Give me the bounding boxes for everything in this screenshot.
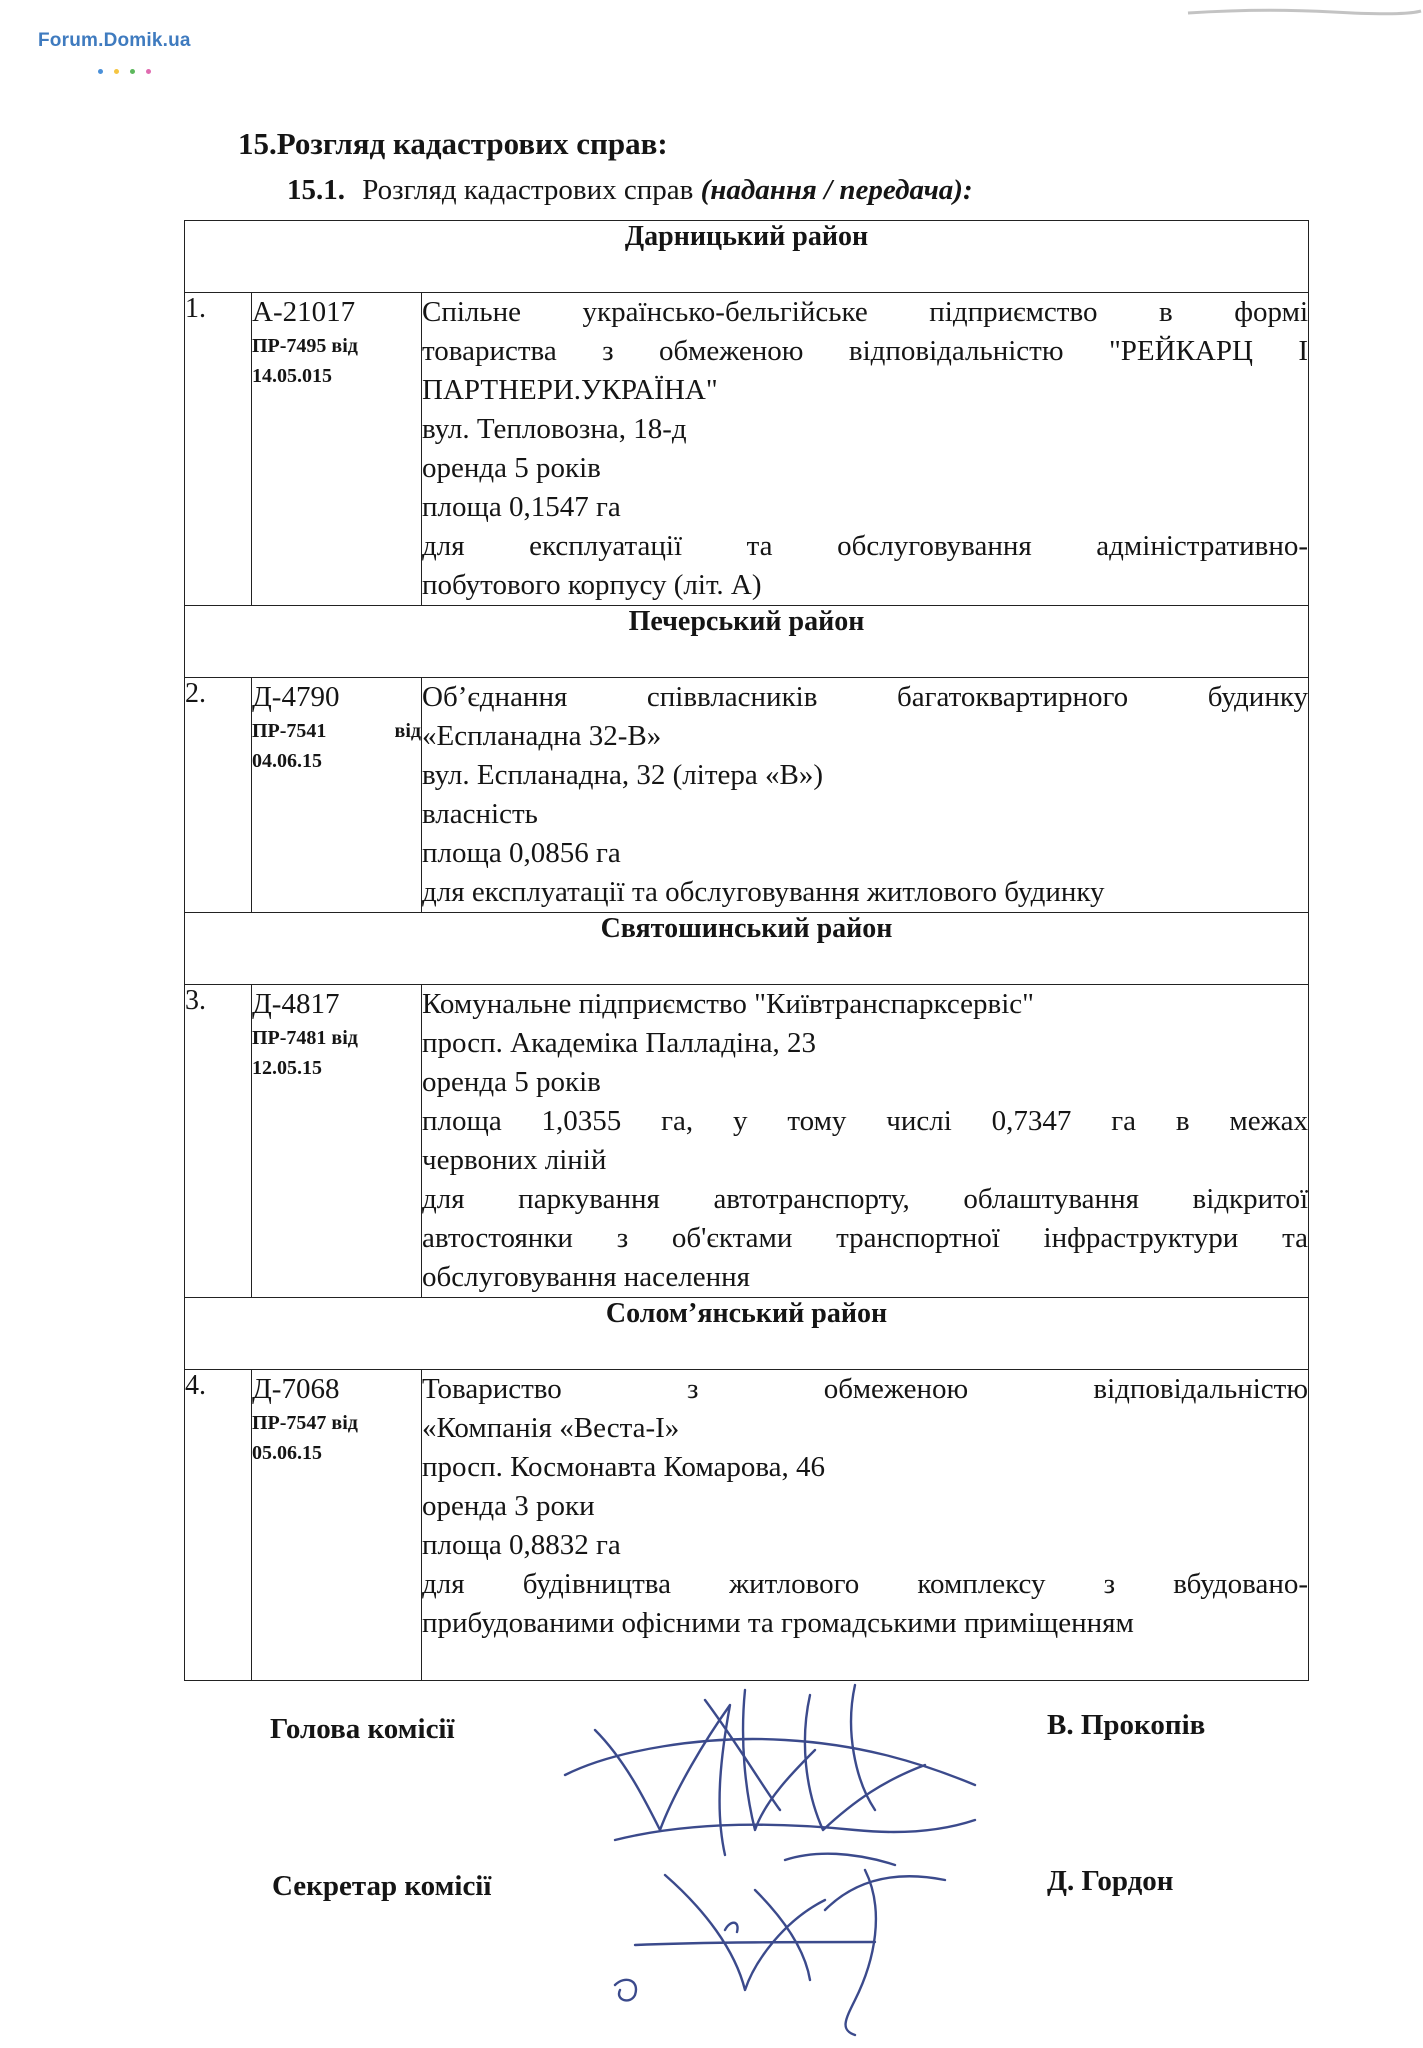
subsection-qualifier: (надання / передача): [700, 174, 973, 206]
desc-line: площа 0,1547 га [422, 491, 621, 523]
subsection-heading [287, 174, 973, 207]
district-name: Святошинський район [185, 913, 1309, 985]
case-number: 2. [185, 678, 252, 913]
watermark-dot [98, 69, 103, 74]
secretary-name: Д. Гордон [1047, 1865, 1174, 1897]
district-row [185, 913, 1309, 985]
case-description [422, 985, 1309, 1298]
case-code: А-21017 [252, 296, 356, 328]
case-number: 4. [185, 1370, 252, 1681]
case-row [185, 678, 1309, 913]
desc-line: оренда 5 років [422, 452, 601, 484]
desc-line: для експлуатації та обслуговування адміністративно- [422, 530, 1309, 562]
case-number: 3. [185, 985, 252, 1298]
district-name: Дарницький район [185, 221, 1309, 293]
watermark-dots [98, 61, 168, 69]
case-ref-date: 04.06.15 [252, 750, 322, 772]
district-row [185, 221, 1309, 293]
desc-line: червоних ліній [422, 1144, 607, 1176]
desc-line: оренда 3 роки [422, 1490, 595, 1522]
chair-title: Голова комісії [270, 1713, 455, 1745]
desc-line: для паркування автотранспорту, облаштування відкритої [422, 1183, 1309, 1215]
case-description [422, 1370, 1309, 1681]
case-code: Д-7068 [252, 1373, 340, 1405]
watermark-dot [146, 69, 151, 74]
case-description [422, 678, 1309, 913]
district-row [185, 606, 1309, 678]
desc-line: вул. Еспланадна, 32 (літера «В») [422, 759, 823, 791]
case-ref-date: 14.05.015 [252, 365, 332, 387]
district-row [185, 1298, 1309, 1370]
desc-line: просп. Космонавта Комарова, 46 [422, 1451, 826, 1483]
watermark-dot [130, 69, 135, 74]
scan-artifact [1183, 6, 1423, 18]
chair-name: В. Прокопів [1047, 1709, 1206, 1741]
desc-line: для будівництва житлового комплексу з вбудовано- [422, 1568, 1309, 1600]
desc-line: обслуговування населення [422, 1261, 750, 1293]
section-heading: 15.Розгляд кадастрових справ: [238, 126, 668, 161]
case-ref-date: 12.05.15 [252, 1057, 322, 1079]
case-number: 1. [185, 293, 252, 606]
case-code-cell [252, 293, 422, 606]
desc-line: власність [422, 798, 538, 830]
case-row [185, 1370, 1309, 1681]
desc-line: оренда 5 років [422, 1066, 601, 1098]
subsection-number: 15.1. [287, 174, 345, 206]
case-ref: ПР-7481 від [252, 1027, 358, 1049]
case-row [185, 293, 1309, 606]
case-ref: ПР-7495 від [252, 335, 358, 357]
case-row [185, 985, 1309, 1298]
district-name: Солом’янський район [185, 1298, 1309, 1370]
case-ref: ПР-7547 від [252, 1412, 358, 1434]
desc-line: автостоянки з об'єктами транспортної інфраструктури та [422, 1222, 1309, 1254]
desc-line: «Еспланадна 32-В» [422, 720, 662, 752]
case-code-cell [252, 1370, 422, 1681]
case-code: Д-4817 [252, 988, 340, 1020]
desc-line: Комунальне підприємство "Київтранспарксервіс" [422, 988, 1034, 1020]
cadastral-cases-table [184, 220, 1309, 1681]
desc-line: площа 0,8832 га [422, 1529, 621, 1561]
desc-line: просп. Академіка Палладіна, 23 [422, 1027, 816, 1059]
case-code-cell [252, 985, 422, 1298]
desc-line: Об’єднання співвласників багатоквартирного будинку [422, 681, 1309, 713]
desc-line: площа 0,0856 га [422, 837, 621, 869]
desc-line: Товариство з обмеженою відповідальністю [422, 1373, 1309, 1405]
desc-line: площа 1,0355 га, у тому числі 0,7347 га в межах [422, 1105, 1309, 1137]
desc-line: Спільне українсько-бельгійське підприємство в формі [422, 296, 1309, 328]
subsection-text: Розгляд кадастрових справ [362, 174, 694, 206]
desc-line: для експлуатації та обслуговування житлового будинку [422, 876, 1105, 908]
secretary-title: Секретар комісії [272, 1870, 492, 1902]
case-ref: ПР-7541 від [252, 720, 421, 742]
desc-line: ПАРТНЕРИ.УКРАЇНА" [422, 374, 718, 406]
case-code: Д-4790 [252, 681, 340, 713]
case-ref-date: 05.06.15 [252, 1442, 322, 1464]
desc-line: прибудованими офісними та громадськими приміщенням [422, 1607, 1134, 1639]
handwritten-signature [555, 1680, 1015, 2040]
desc-line: вул. Тепловозна, 18-д [422, 413, 687, 445]
desc-line: «Компанія «Веста-І» [422, 1412, 680, 1444]
district-name: Печерський район [185, 606, 1309, 678]
watermark-dot [114, 69, 119, 74]
case-description [422, 293, 1309, 606]
desc-line: побутового корпусу (літ. А) [422, 569, 762, 601]
watermark-text: Forum.Domik.ua [38, 30, 191, 51]
desc-line: товариства з обмеженою відповідальністю "РЕЙКАРЦ І [422, 335, 1309, 367]
case-code-cell [252, 678, 422, 913]
